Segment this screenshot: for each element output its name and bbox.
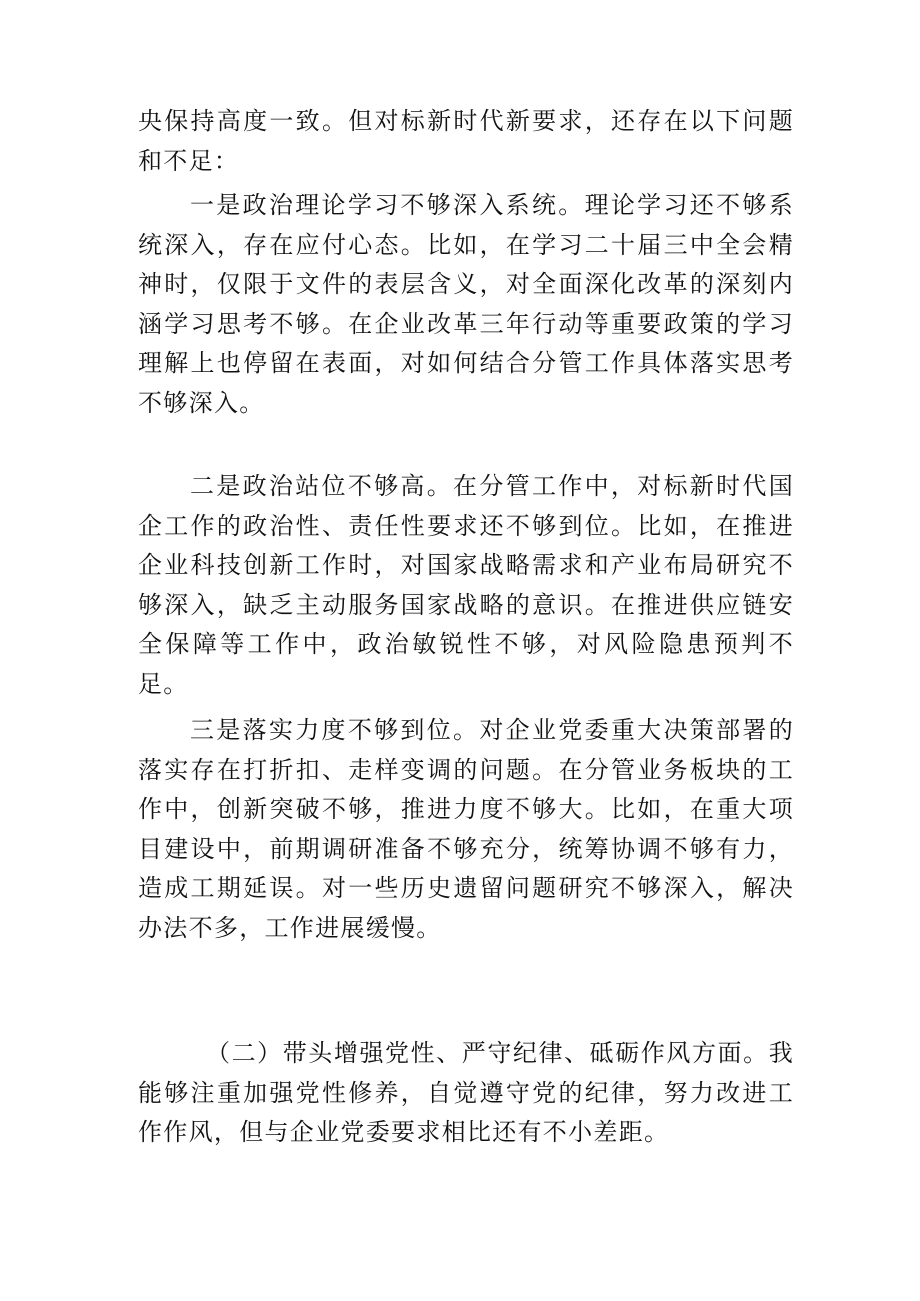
paragraph-section-two: （二）带头增强党性、严守纪律、砥砺作风方面。我能够注重加强党性修养，自觉遵守党的纪律，努力改进工作作风，但与企业党委要求相比还有不小差距。 [138,1039,794,1146]
paragraph-continuation: 央保持高度一致。但对标新时代新要求，还存在以下问题和不足： [138,107,794,175]
paragraph-point-three: 三是落实力度不够到位。对企业党委重大决策部署的落实存在打折扣、走样变调的问题。在分管业务板块的工作中，创新突破不够，推进力度不够大。比如，在重大项目建设中，前期调研准备不够充分，统筹协调不够有力，造成工期延误。对一些历史遗留问题研究不够深入，解决办法不多，工作进展缓慢。 [138,716,794,942]
paragraph-point-one: 一是政治理论学习不够深入系统。理论学习还不够系统深入，存在应付心态。比如，在学习二十届三中全会精神时，仅限于文件的表层含义，对全面深化改革的深刻内涵学习思考不够。在企业改革三年行动等重要政策的学习理解上也停留在表面，对如何结合分管工作具体落实思考不够深入。 [138,191,794,417]
paragraph-point-two: 二是政治站位不够高。在分管工作中，对标新时代国企工作的政治性、责任性要求还不够到位。比如，在推进企业科技创新工作时，对国家战略需求和产业布局研究不够深入，缺乏主动服务国家战略的意识。在推进供应链安全保障等工作中，政治敏锐性不够，对风险隐患预判不足。 [138,472,794,698]
